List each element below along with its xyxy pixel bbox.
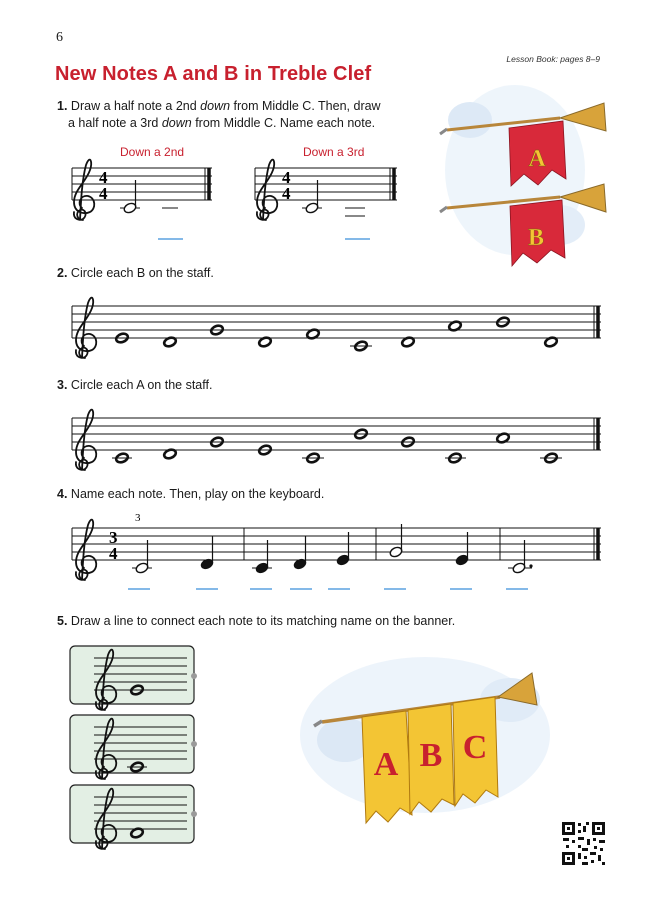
question-3-number: 3. bbox=[57, 378, 68, 392]
page-number: 6 bbox=[56, 30, 63, 45]
question-2-number: 2. bbox=[57, 266, 68, 280]
page-title: New Notes A and B in Treble Clef bbox=[55, 63, 372, 85]
question-1-number: 1. bbox=[57, 99, 68, 113]
treble-clef-icon bbox=[74, 160, 94, 220]
question-2-instruction: Circle each B on the staff. bbox=[70, 266, 214, 280]
note-card-2[interactable] bbox=[70, 715, 197, 779]
treble-clef-icon bbox=[76, 520, 96, 580]
q1-line2-b: from Middle C. Name each note. bbox=[191, 116, 376, 130]
question-5-instruction: Draw a line to connect each note to its matching name on the banner. bbox=[70, 614, 456, 628]
banner-yellow-b bbox=[408, 704, 454, 814]
time-sig-bottom: 4 bbox=[99, 184, 108, 203]
time-sig-bottom: 4 bbox=[109, 544, 118, 563]
time-sig-top: 3 bbox=[109, 528, 118, 547]
time-sig-top: 4 bbox=[99, 168, 108, 187]
staff-q3 bbox=[72, 418, 601, 450]
time-sig-top: 4 bbox=[282, 168, 291, 187]
finger-number: 3 bbox=[135, 512, 141, 524]
banner-yellow-a bbox=[362, 711, 412, 823]
banner-letter-a: A bbox=[528, 146, 546, 172]
staff-q4 bbox=[72, 528, 601, 560]
question-4-number: 4. bbox=[57, 487, 68, 501]
label-down-a-2nd: Down a 2nd bbox=[120, 145, 185, 159]
banner-yellow-c bbox=[453, 697, 498, 806]
banner-letter-a: A bbox=[373, 746, 399, 783]
middle-c-half-note bbox=[120, 180, 140, 214]
question-3-instruction: Circle each A on the staff. bbox=[70, 378, 213, 392]
trumpet-banner-illustration-top bbox=[440, 85, 606, 266]
q1-line1-em: down bbox=[200, 99, 231, 113]
staff-q1-right bbox=[255, 168, 397, 200]
question-5-number: 5. bbox=[57, 614, 68, 628]
treble-clef-icon bbox=[76, 410, 96, 470]
staff-q1-left bbox=[72, 168, 212, 200]
banner-red-b bbox=[510, 200, 565, 266]
q1-line1-a: Draw a half note a 2nd bbox=[70, 99, 201, 113]
qr-code-icon bbox=[562, 822, 605, 865]
treble-clef-icon bbox=[76, 298, 96, 358]
lesson-book-reference: Lesson Book: pages 8–9 bbox=[506, 54, 600, 64]
banner-letter-b: B bbox=[419, 737, 443, 774]
treble-clef-icon bbox=[257, 160, 277, 220]
staff-q2 bbox=[72, 306, 601, 338]
label-down-a-3rd: Down a 3rd bbox=[303, 145, 365, 159]
trumpet-banner-illustration-bottom bbox=[300, 657, 550, 823]
middle-c-half-note bbox=[302, 180, 322, 214]
q4-notes bbox=[132, 524, 533, 574]
time-sig-bottom: 4 bbox=[282, 184, 291, 203]
q1-line2-em: down bbox=[161, 116, 192, 130]
question-4-instruction: Name each note. Then, play on the keyboard. bbox=[70, 487, 325, 501]
note-card-3[interactable] bbox=[70, 785, 197, 849]
banner-letter-b: B bbox=[527, 225, 545, 251]
q1-line1-b: from Middle C. Then, draw bbox=[230, 99, 381, 113]
banner-letter-c: C bbox=[462, 729, 488, 766]
note-card-1[interactable] bbox=[70, 646, 197, 710]
q1-line2-a: a half note a 3rd bbox=[68, 116, 162, 130]
